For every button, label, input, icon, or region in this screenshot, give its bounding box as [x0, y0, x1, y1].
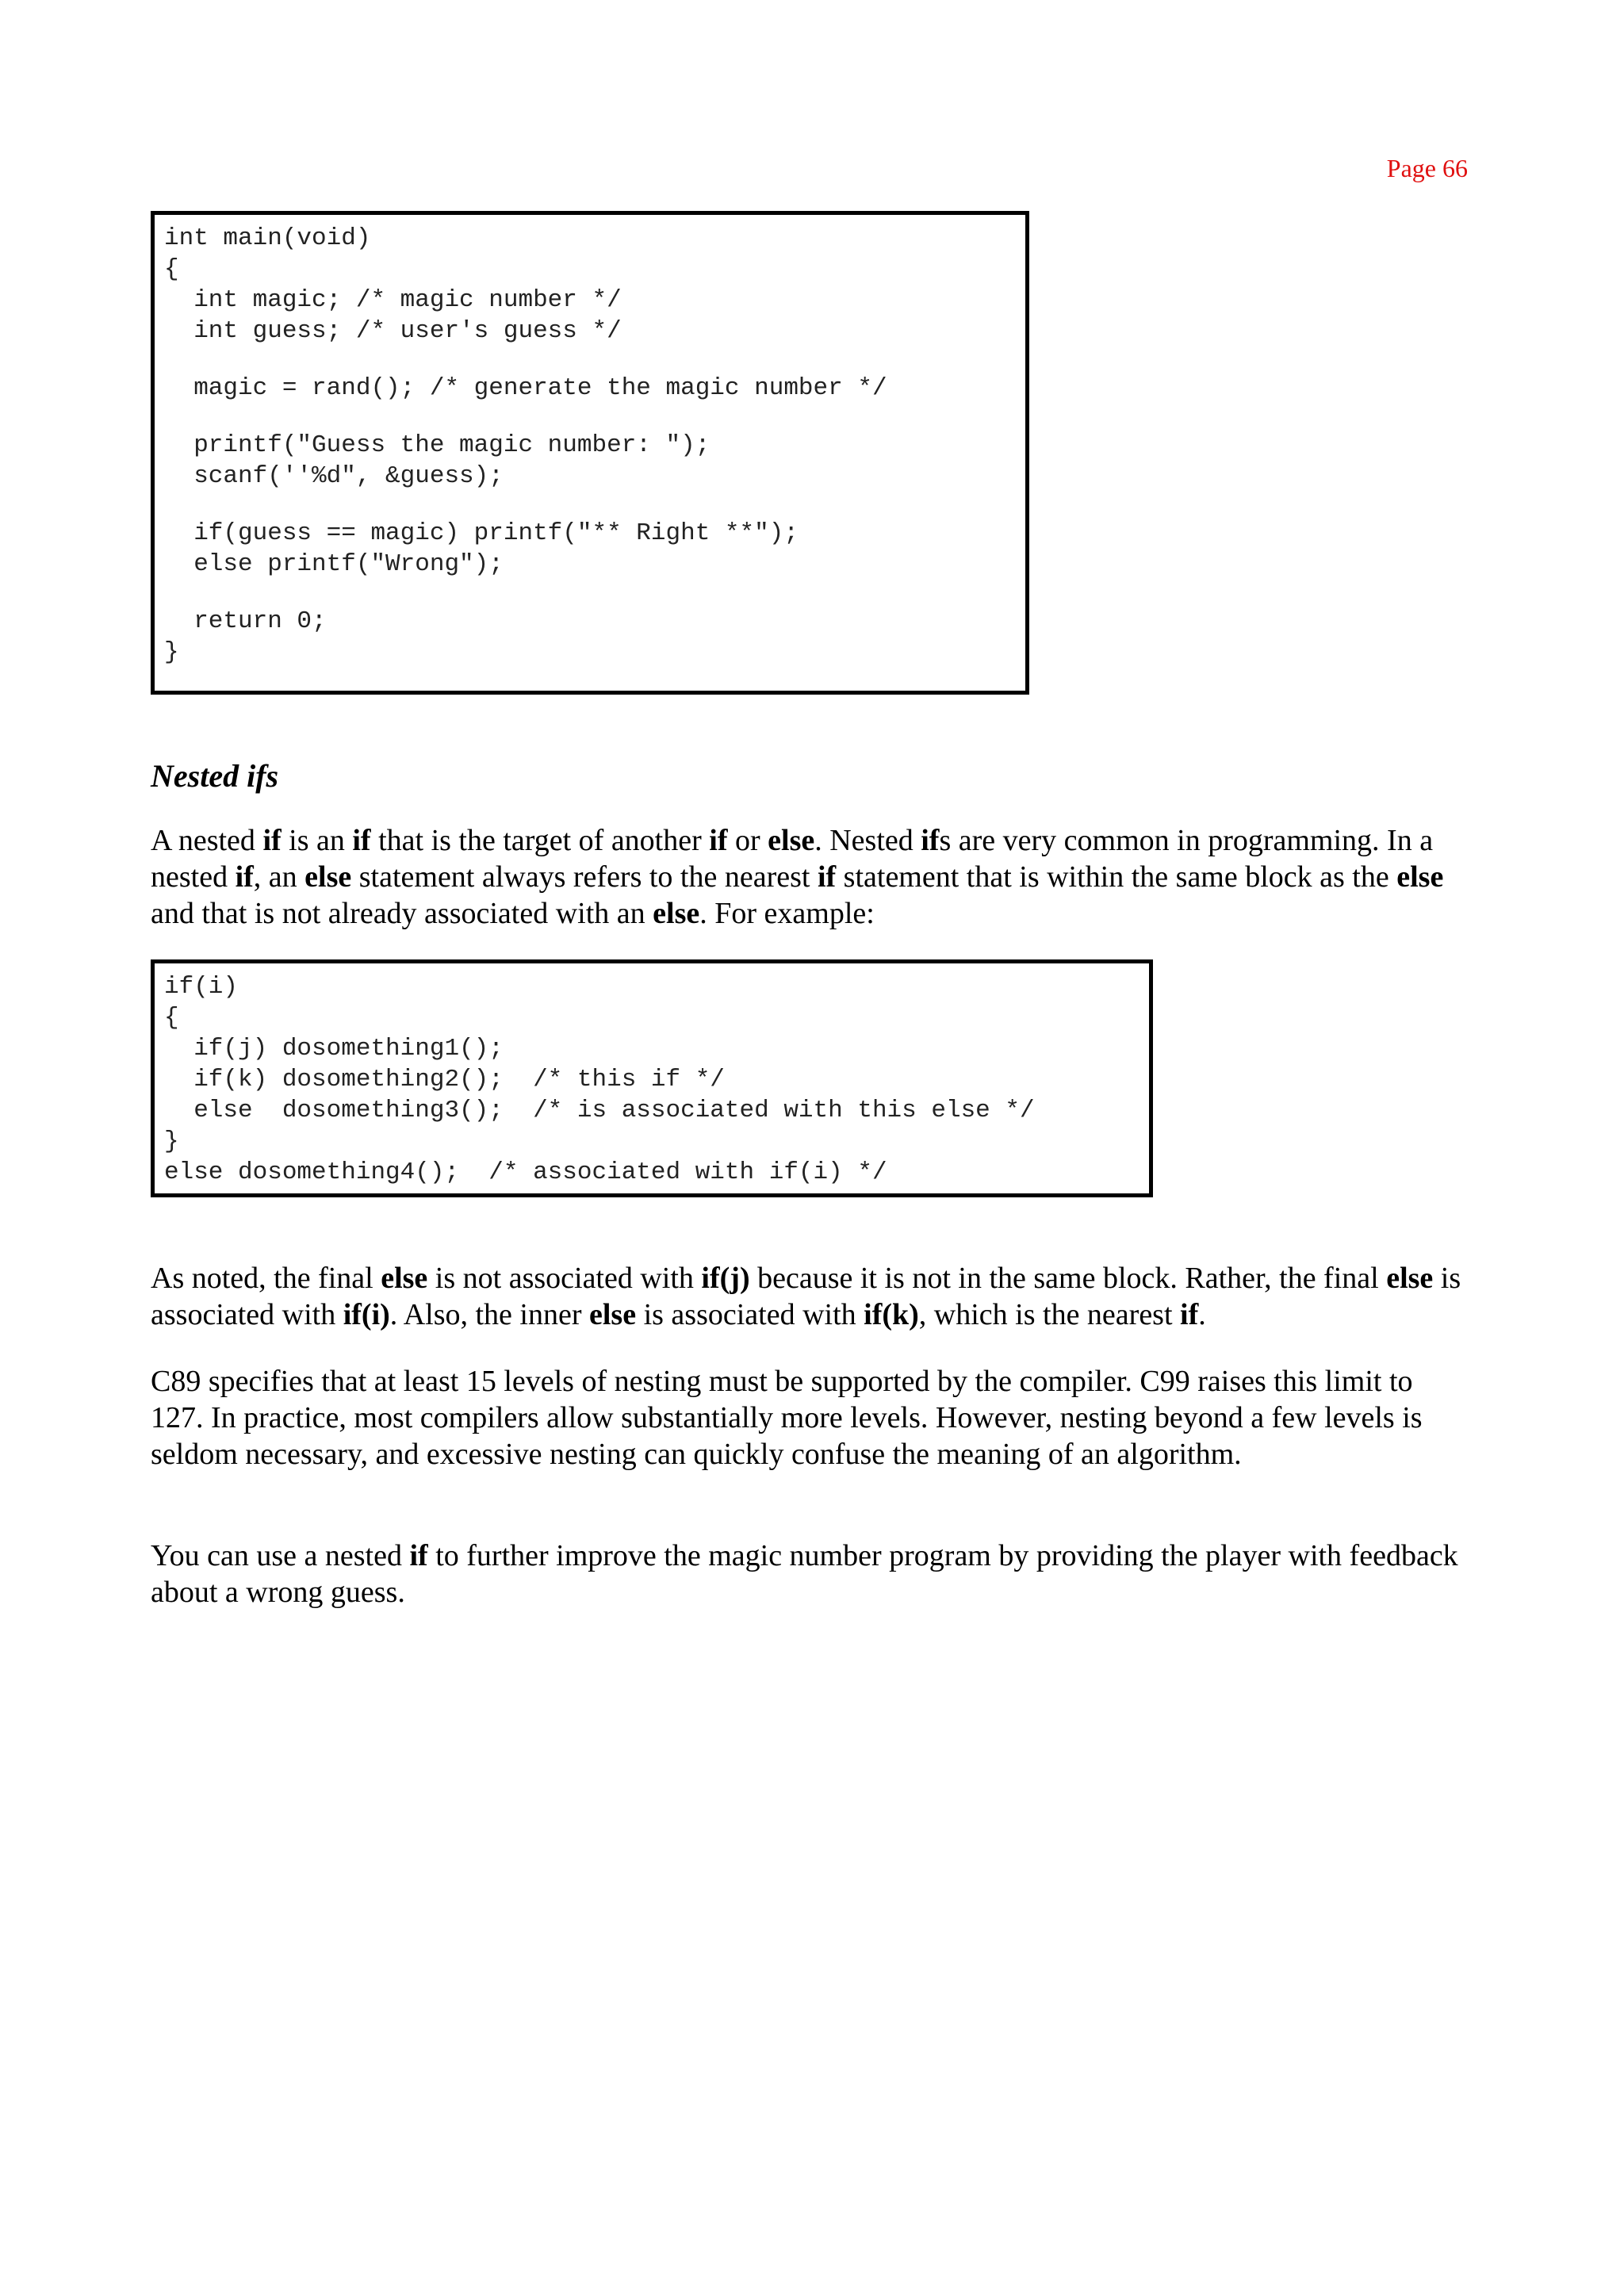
paragraph-else-association: [151, 1260, 1467, 1333]
keyword-bold: if: [1180, 1298, 1199, 1331]
keyword-bold: if(j): [701, 1262, 750, 1295]
keyword-bold: if(i): [343, 1298, 390, 1331]
keyword-bold: if: [235, 860, 254, 894]
text-run: because it is not in the same block. Rather, the final: [749, 1262, 1387, 1295]
keyword-bold: if: [921, 824, 940, 857]
text-run: , which is the nearest: [918, 1298, 1181, 1331]
keyword-bold: if: [817, 860, 837, 894]
text-run: s are very common in programming. In a nested: [151, 824, 1434, 894]
text-run: As noted, the final: [151, 1262, 381, 1295]
keyword-bold: else: [589, 1298, 637, 1331]
section-heading: Nested ifs: [151, 758, 279, 794]
code-lines: magic = rand(); /* generate the magic number */: [164, 374, 887, 402]
code-listing-magic-number: [151, 211, 1029, 695]
paragraph-nesting-limits: C89 specifies that at least 15 levels of nesting must be supported by the compiler. C99 raises this limit to 127. In practice, most compilers allow substantially more levels. However, nesting beyond a few levels is seldom necessary, and excessive nesting can quickly confuse the meaning of an algorithm.: [151, 1365, 1423, 1471]
keyword-bold: if: [352, 824, 371, 857]
text-run: , an: [253, 860, 305, 894]
keyword-bold: else: [304, 860, 352, 894]
text-run: is not associated with: [427, 1262, 702, 1295]
text-run: or: [727, 824, 768, 857]
text-run: is associated with: [151, 1262, 1461, 1331]
code-lines: if(guess == magic) printf("** Right **"); else printf("Wrong");: [193, 519, 799, 578]
keyword-bold: else: [1396, 860, 1444, 894]
text-run: A nested: [151, 824, 263, 857]
code-lines: return 0; }: [164, 607, 327, 666]
text-run: and that is not already associated with an: [151, 897, 653, 930]
text-run: statement always refers to the nearest: [351, 860, 818, 894]
text-run: .: [1198, 1298, 1206, 1331]
text-run: is associated with: [636, 1298, 864, 1331]
text-run: that is the target of another: [370, 824, 710, 857]
paragraph-improve-program: [151, 1538, 1467, 1610]
keyword-bold: else: [653, 897, 700, 930]
code-lines: printf("Guess the magic number: "); scanf(''%d", &guess);: [193, 431, 710, 490]
text-run: is an: [281, 824, 353, 857]
keyword-bold: else: [381, 1262, 428, 1295]
text-run: . Nested: [814, 824, 921, 857]
keyword-bold: else: [1386, 1262, 1434, 1295]
text-run: You can use a nested: [151, 1539, 410, 1572]
code-lines: if(i) { if(j) dosomething1(); if(k) dosomething2(); /* this if */ else dosomething3(); /* is associated with this else */ } else dosomething4(); /* associated with if(i) */: [164, 973, 1035, 1186]
keyword-bold: if: [409, 1539, 428, 1572]
page-number: Page 66: [1386, 154, 1468, 182]
keyword-bold: if(k): [864, 1298, 919, 1331]
keyword-bold: else: [768, 824, 815, 857]
text-run: . Also, the inner: [389, 1298, 589, 1331]
code-listing-nested-if: [151, 959, 1153, 1197]
text-run: . For example:: [699, 897, 875, 930]
text-run: statement that is within the same block as the: [836, 860, 1397, 894]
keyword-bold: if: [262, 824, 282, 857]
code-lines: int main(void) { int magic; /* magic number */ int guess; /* user's guess */: [164, 224, 622, 345]
keyword-bold: if: [709, 824, 728, 857]
text-run: to further improve the magic number program by providing the player with feedback about a wrong guess.: [151, 1539, 1458, 1609]
paragraph-nested-if-definition: [151, 822, 1467, 932]
